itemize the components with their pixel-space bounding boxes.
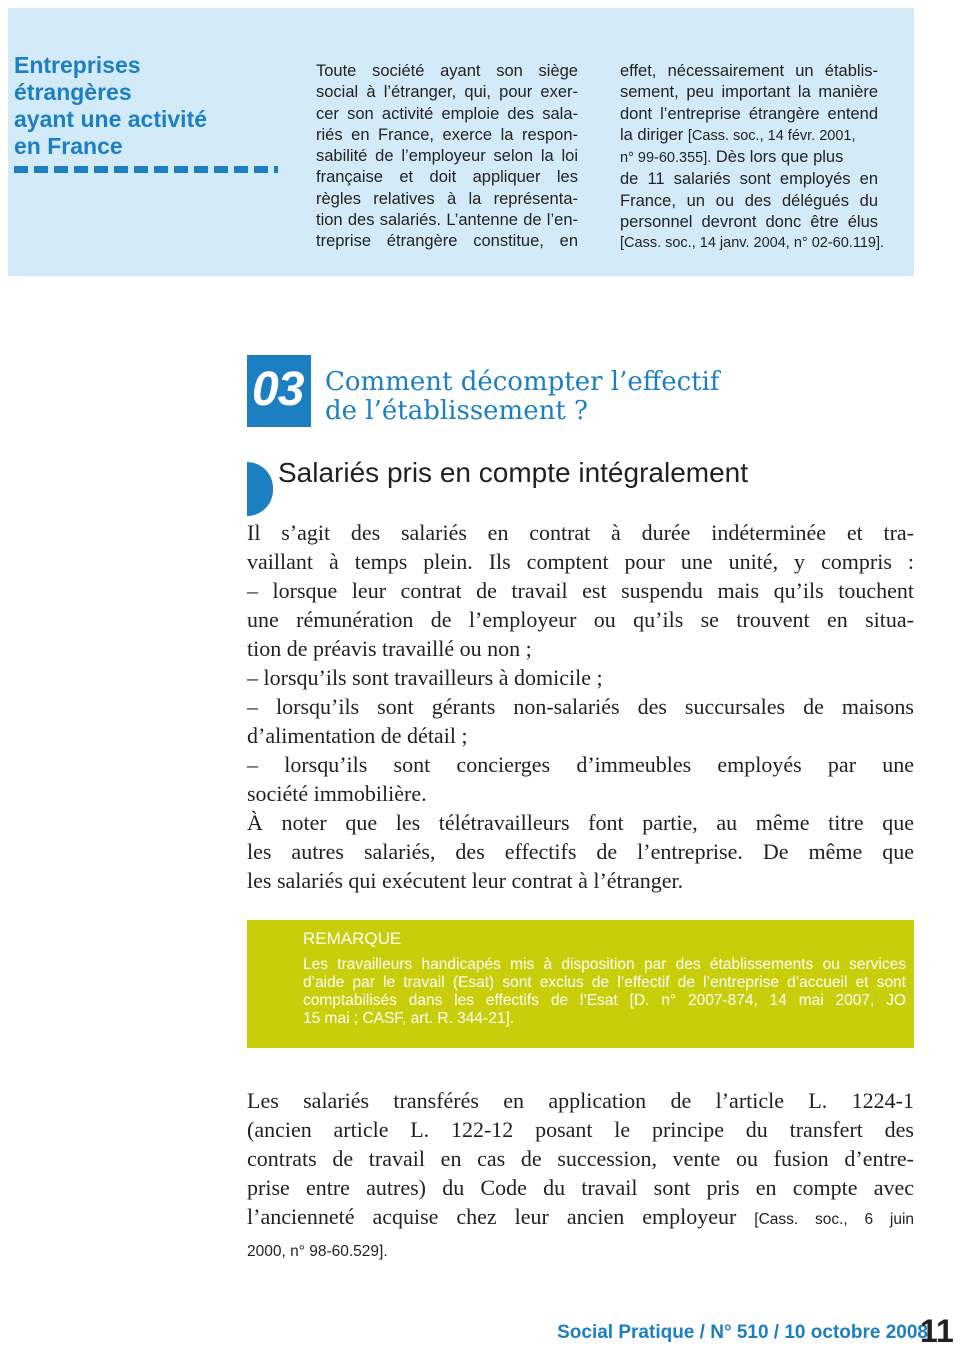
title-line: étrangères bbox=[14, 79, 132, 105]
text-line: sement, peu important la manière bbox=[620, 83, 878, 102]
text-line: les salariés qui exécutent leur contrat à l’étranger. bbox=[247, 868, 684, 893]
text-line: française et doit appliquer les bbox=[316, 168, 578, 187]
text-line: Toute société ayant son siège bbox=[316, 62, 578, 80]
legal-reference: [Cass. soc., 14 févr. 2001, bbox=[687, 127, 856, 144]
text-line: sabilité de l’employeur selon la loi bbox=[316, 147, 578, 166]
page-footer bbox=[557, 1320, 928, 1346]
dashed-divider bbox=[14, 166, 278, 173]
text-line: Les salariés transférés en application de l’article L. 1224-1 bbox=[247, 1088, 914, 1113]
text-line bbox=[620, 147, 878, 169]
section-title-line: Comment décompter l’effectif bbox=[325, 367, 720, 397]
text-line: Il s’agit des salariés en contrat à durée indéterminée et tra- bbox=[247, 520, 914, 545]
legal-reference: 2000, n° 98-60.529]. bbox=[247, 1243, 388, 1260]
text-line: règles relatives à la représenta- bbox=[316, 189, 578, 208]
text-line: les autres salariés, des effectifs de l’entreprise. De même que bbox=[247, 839, 914, 864]
text-line: Les travailleurs handicapés mis à disposition par des établissements ou services bbox=[303, 956, 906, 973]
remarque-label: REMARQUE bbox=[303, 929, 402, 948]
text-line: cer son activité emploie des sala- bbox=[316, 104, 578, 123]
text-line: – lorsqu’ils sont concierges d’immeubles employés par une bbox=[247, 752, 914, 777]
text-line bbox=[620, 125, 878, 147]
text-line: tion des salariés. L’antenne de l’en- bbox=[316, 211, 578, 230]
text-fragment: la diriger bbox=[620, 125, 684, 144]
remarque-dashes-icon bbox=[256, 926, 290, 976]
text-line: (ancien article L. 122-12 posant le principe du transfert des bbox=[247, 1117, 914, 1142]
title-line: en France bbox=[14, 133, 123, 159]
text-line: vaillant à temps plein. Ils comptent pour une unité, y compris : bbox=[247, 549, 914, 574]
remarque-text bbox=[303, 956, 906, 1028]
text-line: société immobilière. bbox=[247, 781, 427, 806]
page-number: 11 bbox=[920, 1313, 954, 1349]
text-line: effet, nécessairement un établis- bbox=[620, 62, 878, 80]
info-box-title bbox=[14, 52, 254, 160]
body-paragraph bbox=[247, 518, 914, 895]
text-line: dont l’entreprise étrangère entend bbox=[620, 104, 878, 123]
text-fragment: Dès lors que plus bbox=[715, 148, 844, 167]
subheading: Salariés pris en compte intégralement bbox=[278, 457, 749, 488]
section-number: 03 bbox=[252, 363, 304, 416]
section-title bbox=[325, 368, 720, 426]
text-line: d’alimentation de détail ; bbox=[247, 723, 468, 748]
text-line: prise entre autres) du Code du travail sont pris en compte avec bbox=[247, 1175, 914, 1200]
info-box-column-1 bbox=[316, 61, 578, 253]
text-line: d’aide par le travail (Esat) sont exclus de l’effectif de l’entreprise d’accueil et sont bbox=[303, 974, 906, 991]
text-line: de 11 salariés sont employés en bbox=[620, 170, 878, 189]
text-line: – lorsque leur contrat de travail est suspendu mais qu’ils touchent bbox=[247, 578, 914, 603]
legal-reference: n° 99-60.355]. bbox=[620, 150, 712, 167]
subheading-marker-icon bbox=[247, 462, 273, 516]
legal-reference: [Cass. soc., 14 janv. 2004, n° 02-60.119]. bbox=[620, 235, 885, 252]
text-line: – lorsqu’ils sont travailleurs à domicile ; bbox=[247, 665, 603, 690]
text-line: personnel devront donc être élus bbox=[620, 213, 878, 232]
section-title-line: de l’établissement ? bbox=[325, 396, 588, 426]
text-line: contrats de travail en cas de succession, vente ou fusion d’entre- bbox=[247, 1146, 914, 1171]
issue-info: / N° 510 / 10 octobre 2008 bbox=[694, 1322, 928, 1343]
text-line: social à l’étranger, qui, pour exer- bbox=[316, 83, 578, 102]
text-line: tion de préavis travaillé ou non ; bbox=[247, 636, 532, 661]
section-number-badge bbox=[247, 355, 311, 427]
text-line: une rémunération de l’employeur ou qu’ils se trouvent en situa- bbox=[247, 607, 914, 632]
text-line: À noter que les télétravailleurs font partie, au même titre que bbox=[247, 810, 914, 835]
magazine-name: Social Pratique bbox=[557, 1322, 695, 1343]
text-line: – lorsqu’ils sont gérants non-salariés des succursales de maisons bbox=[247, 694, 914, 719]
text-line: treprise étrangère constitue, en bbox=[316, 232, 578, 251]
text-fragment: l’ancienneté acquise chez leur ancien employeur bbox=[247, 1204, 737, 1229]
text-line bbox=[247, 1234, 914, 1266]
text-line: comptabilisés dans les effectifs de l’Esat [D. n° 2007-874, 14 mai 2007, JO bbox=[303, 992, 906, 1009]
text-line: France, un ou des délégués du bbox=[620, 191, 878, 210]
title-line: ayant une activité bbox=[14, 106, 208, 132]
text-line: riés en France, exerce la respon- bbox=[316, 125, 578, 144]
closing-paragraph bbox=[247, 1086, 914, 1266]
title-line: Entreprises bbox=[14, 52, 141, 78]
legal-reference: [Cass. soc., 6 juin bbox=[754, 1211, 915, 1228]
text-line bbox=[247, 1202, 914, 1234]
info-box-column-2 bbox=[620, 61, 885, 255]
text-line: 15 mai ; CASF, art. R. 344-21]. bbox=[303, 1010, 515, 1027]
